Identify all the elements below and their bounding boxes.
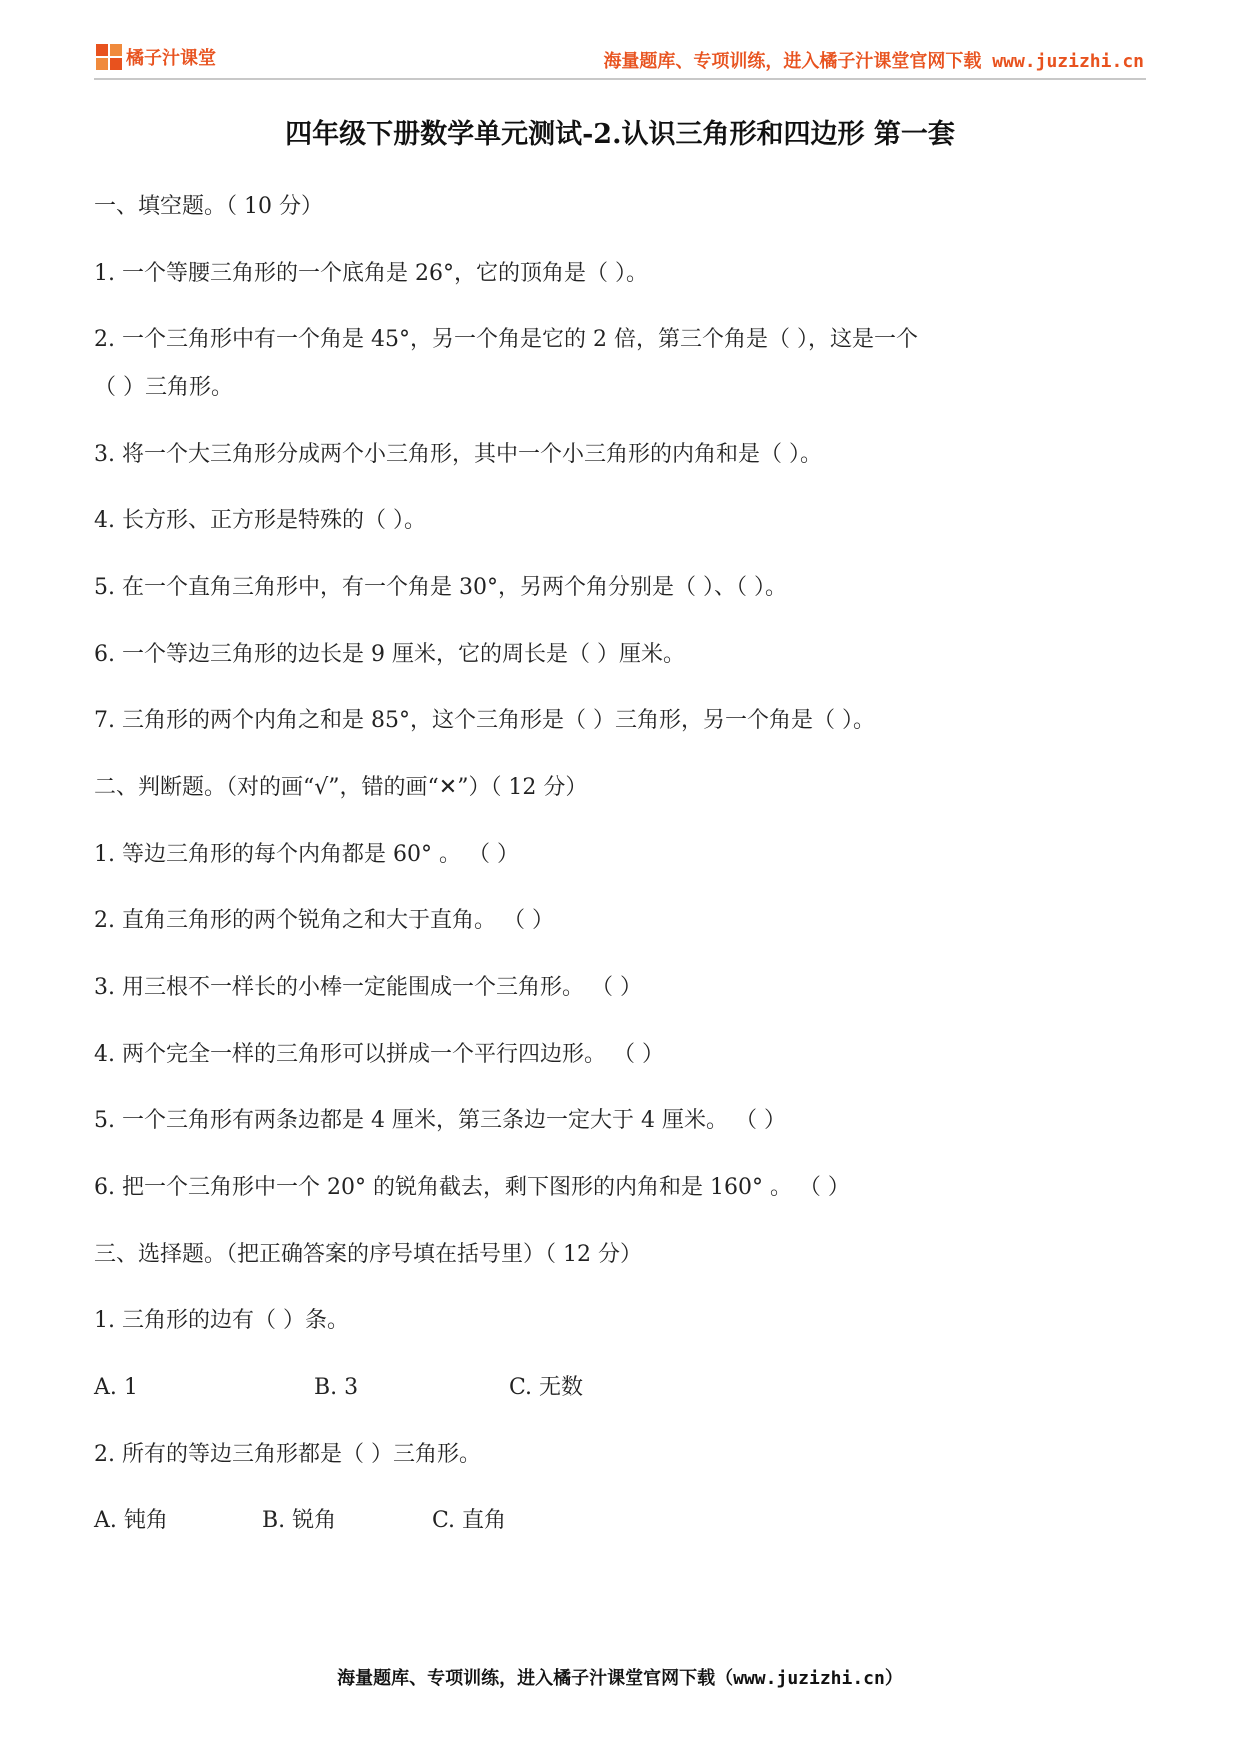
true-false-question-1: 1. 等边三角形的每个内角都是 60° 。 （ ） xyxy=(94,842,519,867)
true-false-question-3: 3. 用三根不一样长的小棒一定能围成一个三角形。 （ ） xyxy=(94,975,642,1000)
true-false-question-2: 2. 直角三角形的两个锐角之和大于直角。 （ ） xyxy=(94,908,554,933)
choice-question-2-options xyxy=(94,1506,1146,1536)
true-false-question-4: 4. 两个完全一样的三角形可以拼成一个平行四边形。 （ ） xyxy=(94,1042,664,1067)
section-true-false-heading: 二、判断题。（对的画“√”，错的画“✕”）（ 12 分） xyxy=(94,775,588,800)
section-fill-blank-heading: 一、填空题。（ 10 分） xyxy=(94,194,323,219)
brand-logo xyxy=(96,44,216,70)
option-b: B. 锐角 xyxy=(262,1508,337,1533)
option-c: C. 直角 xyxy=(432,1508,507,1533)
header-tagline: 海量题库、专项训练，进入橘子汁课堂官网下载 www.juzizhi.cn xyxy=(603,51,1144,72)
page-title: 四年级下册数学单元测试-2.认识三角形和四边形 第一套 xyxy=(285,119,955,150)
true-false-question-6: 6. 把一个三角形中一个 20° 的锐角截去，剩下图形的内角和是 160° 。 （ ） xyxy=(94,1175,850,1200)
fill-blank-question-7: 7. 三角形的两个内角之和是 85°，这个三角形是（ ）三角形，另一个角是（ ）。 xyxy=(94,708,875,733)
fill-blank-question-2-line-1: 2. 一个三角形中有一个角是 45°，另一个角是它的 2 倍，第三个角是（ ），这是一个 xyxy=(94,327,918,352)
section-choice-heading: 三、选择题。（把正确答案的序号填在括号里）（ 12 分） xyxy=(94,1242,642,1267)
logo-icon xyxy=(96,44,122,70)
choice-question-1-options xyxy=(94,1373,1146,1403)
option-a: A. 钝角 xyxy=(94,1508,168,1533)
choice-question-1: 1. 三角形的边有（ ）条。 xyxy=(94,1308,349,1333)
logo-text: 橘子汁课堂 xyxy=(126,48,216,69)
page-header xyxy=(94,40,1146,80)
option-b: B. 3 xyxy=(314,1375,359,1400)
page-footer: 海量题库、专项训练，进入橘子汁课堂官网下载（www.juzizhi.cn） xyxy=(337,1668,903,1689)
fill-blank-question-4: 4. 长方形、正方形是特殊的（ ）。 xyxy=(94,508,426,533)
fill-blank-question-3: 3. 将一个大三角形分成两个小三角形，其中一个小三角形的内角和是（ ）。 xyxy=(94,442,822,467)
fill-blank-question-5: 5. 在一个直角三角形中，有一个角是 30°，另两个角分别是（ ）、（ ）。 xyxy=(94,575,787,600)
fill-blank-question-2-line-2: （ ）三角形。 xyxy=(94,375,233,400)
fill-blank-question-1: 1. 一个等腰三角形的一个底角是 26°，它的顶角是（ ）。 xyxy=(94,261,648,286)
fill-blank-question-6: 6. 一个等边三角形的边长是 9 厘米，它的周长是（ ）厘米。 xyxy=(94,642,685,667)
choice-question-2: 2. 所有的等边三角形都是（ ）三角形。 xyxy=(94,1442,481,1467)
option-a: A. 1 xyxy=(94,1375,138,1400)
true-false-question-5: 5. 一个三角形有两条边都是 4 厘米，第三条边一定大于 4 厘米。 （ ） xyxy=(94,1108,786,1133)
option-c: C. 无数 xyxy=(509,1375,584,1400)
